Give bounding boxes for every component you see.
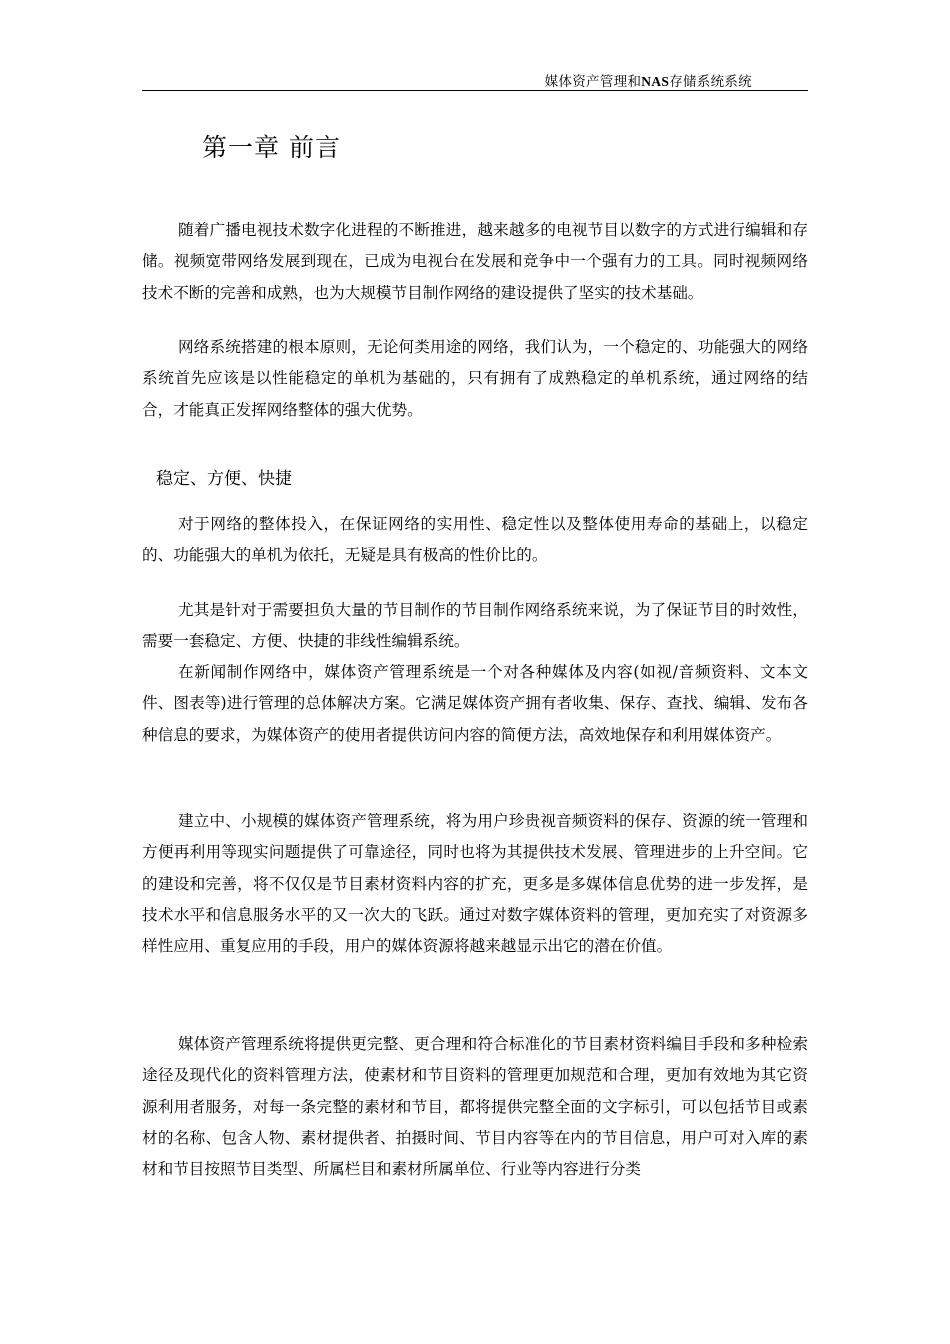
intro-paragraph-2: 网络系统搭建的根本原则，无论何类用途的网络，我们认为，一个稳定的、功能强大的网络系统首先应该是以性能稳定的单机为基础的，只有拥有了成熟稳定的单机系统，通过网络的结合，才能真正发挥网络整体的强大优势。 xyxy=(142,338,808,419)
body-paragraph-2: 尤其是针对于需要担负大量的节目制作的节目制作网络系统来说，为了保证节目的时效性，需要一套稳定、方便、快捷的非线性编辑系统。 xyxy=(142,601,808,651)
page-header xyxy=(142,68,808,91)
header-title-prefix: 媒体资产管理和 xyxy=(544,74,642,90)
header-title xyxy=(545,70,752,90)
body-paragraph-3: 在新闻制作网络中，媒体资产管理系统是一个对各种媒体及内容(如视/音频资料、文本文件、图表等)进行管理的总体解决方案。它满足媒体资产拥有者收集、保存、查找、编辑、发布各种信息的要求，为媒体资产的使用者提供访问内容的简便方法，高效地保存和利用媒体资产。 xyxy=(142,663,808,744)
body-paragraph-4: 建立中、小规模的媒体资产管理系统，将为用户珍贵视音频资料的保存、资源的统一管理和方便再利用等现实问题提供了可靠途径，同时也将为其提供技术发展、管理进步的上升空间。它的建设和完善，将不仅仅是节目素材资料内容的扩充，更多是多媒体信息优势的进一步发挥，是技术水平和信息服务水平的又一次大的飞跃。通过对数字媒体资料的管理，更加充实了对资源多样性应用、重复应用的手段，用户的媒体资源将越来越显示出它的潜在价值。 xyxy=(142,812,808,956)
section-title: 稳定、方便、快捷 xyxy=(156,469,292,489)
intro-paragraph-1: 随着广播电视技术数字化进程的不断推进，越来越多的电视节目以数字的方式进行编辑和存储。视频宽带网络发展到现在，已成为电视台在发展和竞争中一个强有力的工具。同时视频网络技术不断的完善和成熟，也为大规模节目制作网络的建设提供了坚实的技术基础。 xyxy=(142,221,808,302)
body-paragraph-1: 对于网络的整体投入，在保证网络的实用性、稳定性以及整体使用寿命的基础上，以稳定的、功能强大的单机为依托，无疑是具有极高的性价比的。 xyxy=(142,515,808,565)
chapter-title: 第一章 前言 xyxy=(202,133,341,162)
body-paragraph-5: 媒体资产管理系统将提供更完整、更合理和符合标准化的节目素材资料编目手段和多种检索途径及现代化的资料管理方法，使素材和节目资料的管理更加规范和合理，更加有效地为其它资源利用者服务，对每一条完整的素材和节目，都将提供完整全面的文字标引，可以包括节目或素材的名称、包含人物、素材提供者、拍摄时间、节目内容等在内的节目信息，用户可对入库的素材和节目按照节目类型、所属栏目和素材所属单位、行业等内容进行分类 xyxy=(142,1035,808,1179)
header-title-suffix: 存储系统系统 xyxy=(669,74,752,90)
header-title-bold: NAS xyxy=(641,74,670,89)
